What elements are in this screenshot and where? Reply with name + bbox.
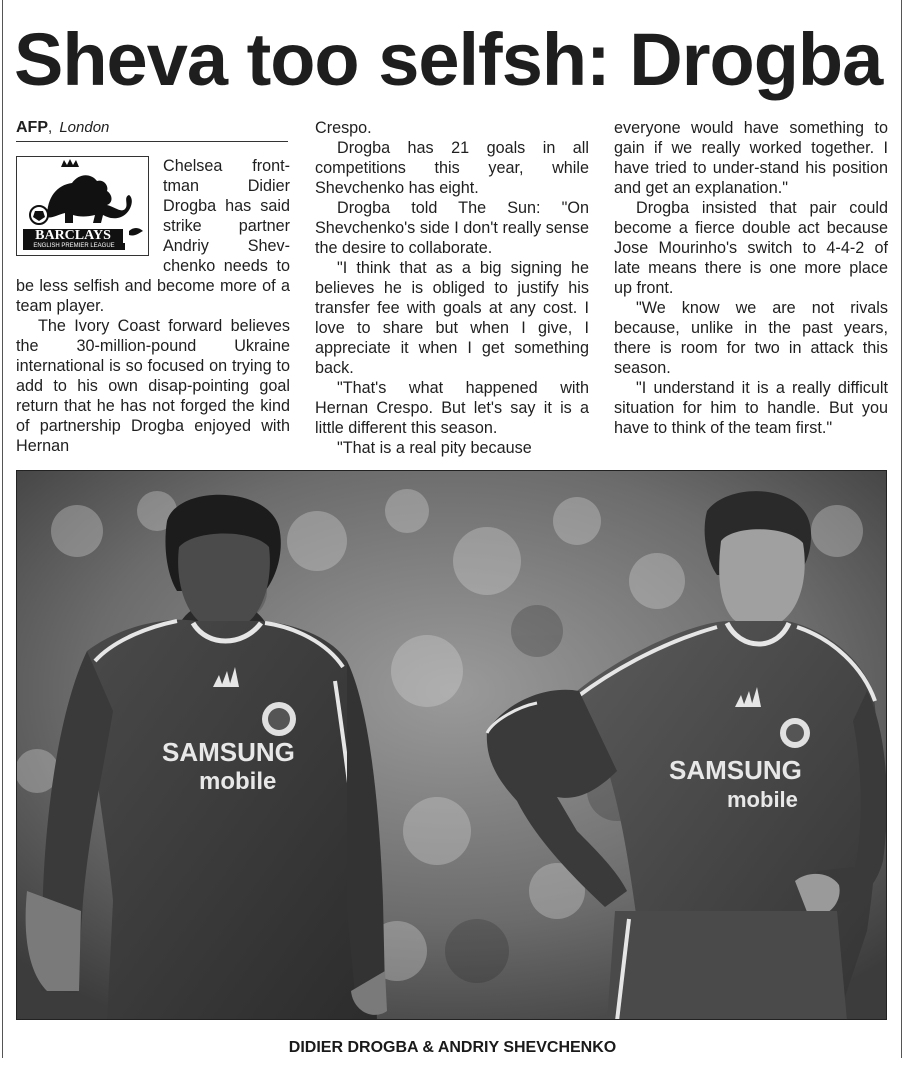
right-shirt-sub: mobile [727,787,798,812]
logo-brand: BARCLAYS [23,229,123,249]
headline: Sheva too selfsh: Drogba [14,18,883,101]
paragraph-continuation: everyone would have something to gain if we really worked together. I have tried to under-stand his position and get an explanation." [614,119,888,197]
article-column-1 [16,116,290,456]
byline [16,116,288,142]
lead-paragraph: Chelsea front-tman Didier Drogba has said strike partner Andriy Shev-chenko needs to be less selfish and become more of a team player. [16,157,290,315]
photo-illustration [17,471,887,1020]
paragraph: The Ivory Coast forward believes the 30-million-pound Ukraine international is so focused on trying to add to his own disap-pointing goal return that he has not forged the kind of partnership Drogba enjoyed with Hernan [16,317,290,455]
paragraph: Drogba has 21 goals in all competitions this year, while Shevchenko has eight. [315,139,589,197]
paragraph: "I understand it is a really difficult situation for him to handle. But you have to think of the team first." [614,379,888,437]
paragraph: Drogba told The Sun: "On Shevchenko's side I don't really sense the desire to collaborate. [315,199,589,257]
paragraph: "That's what happened with Hernan Crespo. But let's say it is a little different this season. [315,379,589,437]
paragraph-continuation: Crespo. [315,119,372,137]
byline-city: London [59,119,110,136]
logo-league: ENGLISH PREMIER LEAGUE [23,243,125,250]
right-shirt-sponsor: SAMSUNG [669,755,802,785]
premier-league-logo [16,156,149,256]
photo-caption: DIDIER DROGBA & ANDRIY SHEVCHENKO [288,1039,617,1056]
article-photo [16,470,887,1020]
paragraph: "We know we are not rivals because, unlike in the past years, there is room for two in attack this season. [614,299,888,377]
paragraph: Drogba insisted that pair could become a fierce double act because Jose Mourinho's switch to 4-4-2 of late means there is one more place up front. [614,199,888,297]
left-shirt-sub: mobile [199,768,277,795]
article-column-2 [315,118,589,458]
byline-separator: , [48,119,53,136]
paragraph: "I think that as a big signing he believes he is obliged to justify his transfer fee with goals at any cost. I love to share but when I give, I appreciate it when I get something back. [315,259,589,377]
paragraph: "That is a real pity because [337,439,532,457]
left-shirt-sponsor: SAMSUNG [162,737,295,767]
article-column-3 [614,118,888,438]
byline-agency: AFP [16,119,48,136]
